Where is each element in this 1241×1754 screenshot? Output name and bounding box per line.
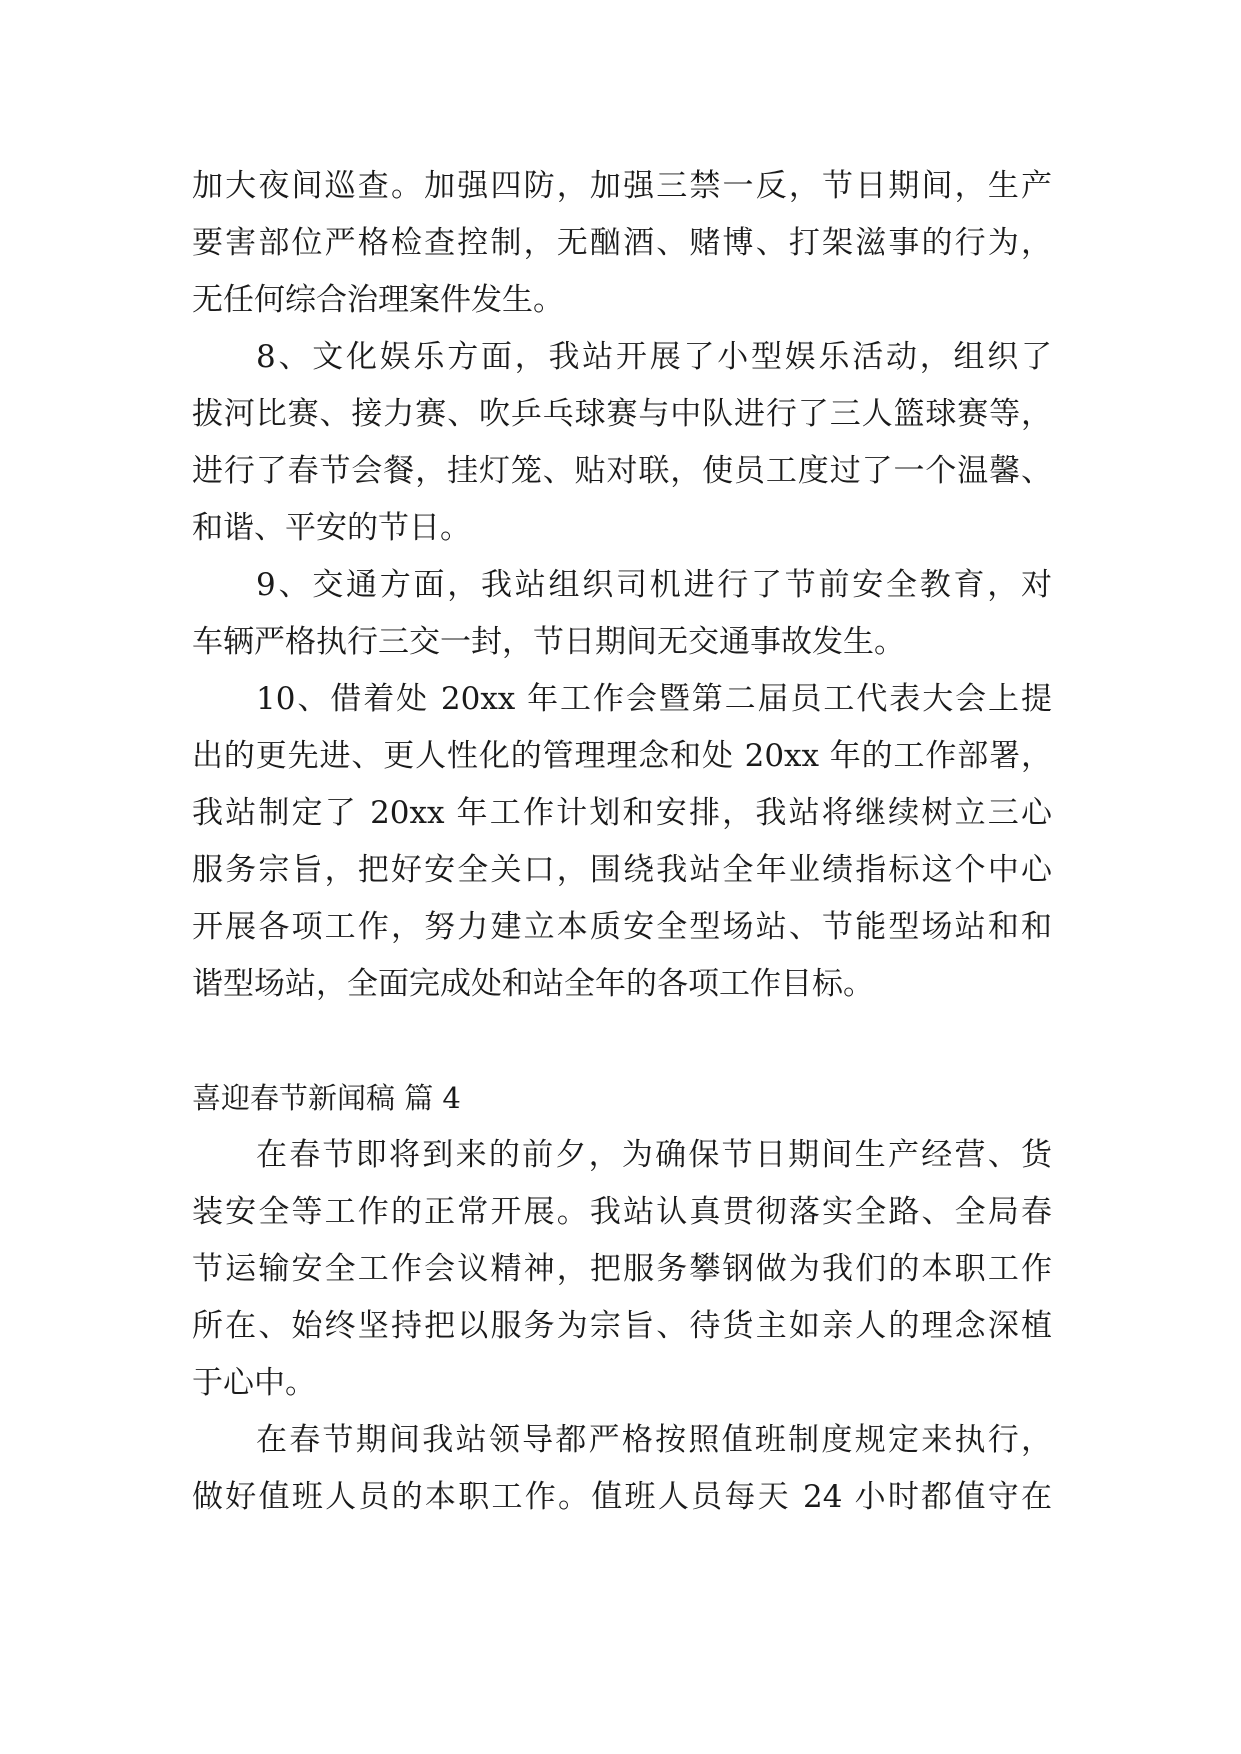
text-line: 所在、始终坚持把以服务为宗旨、待货主如亲人的理念深植 — [192, 1308, 1052, 1344]
text-line: 车辆严格执行三交一封，节日期间无交通事故发生。 — [192, 624, 905, 660]
text-line: 节运输安全工作会议精神，把服务攀钢做为我们的本职工作 — [192, 1251, 1052, 1287]
text-line: 和谐、平安的节日。 — [192, 510, 471, 546]
text-line: 开展各项工作，努力建立本质安全型场站、节能型场站和和 — [192, 909, 1052, 945]
paragraph-duty — [192, 1412, 1052, 1526]
document-body — [192, 158, 1052, 1526]
text-line: 无任何综合治理案件发生。 — [192, 282, 564, 318]
text-line: 服务宗旨，把好安全关口，围绕我站全年业绩指标这个中心 — [192, 852, 1052, 888]
text-line: 9、交通方面，我站组织司机进行了节前安全教育，对 — [256, 567, 1052, 603]
text-line: 出的更先进、更人性化的管理理念和处 20xx 年的工作部署， — [192, 738, 1052, 774]
text-line: 装安全等工作的正常开展。我站认真贯彻落实全路、全局春 — [192, 1194, 1052, 1230]
text-line: 进行了春节会餐，挂灯笼、贴对联，使员工度过了一个温馨、 — [192, 453, 1052, 489]
text-line: 于心中。 — [192, 1365, 316, 1401]
section-heading: 喜迎春节新闻稿 篇 4 — [192, 1081, 461, 1115]
text-line: 拔河比赛、接力赛、吹乒乓球赛与中队进行了三人篮球赛等， — [192, 396, 1052, 432]
text-line: 谐型场站，全面完成处和站全年的各项工作目标。 — [192, 966, 874, 1002]
text-line: 我站制定了 20xx 年工作计划和安排，我站将继续树立三心 — [192, 795, 1052, 831]
paragraph-item-8 — [192, 329, 1052, 557]
text-line: 在春节即将到来的前夕，为确保节日期间生产经营、货 — [256, 1137, 1052, 1173]
paragraph-item-10 — [192, 671, 1052, 1013]
text-line: 8、文化娱乐方面，我站开展了小型娱乐活动，组织了 — [256, 339, 1052, 375]
paragraph-item-9 — [192, 557, 1052, 671]
text-line: 做好值班人员的本职工作。值班人员每天 24 小时都值守在 — [192, 1479, 1052, 1515]
paragraph-top — [192, 158, 1052, 329]
text-line: 10、借着处 20xx 年工作会暨第二届员工代表大会上提 — [256, 681, 1052, 717]
text-line: 加大夜间巡查。加强四防，加强三禁一反，节日期间，生产 — [192, 168, 1052, 204]
paragraph-intro — [192, 1127, 1052, 1412]
text-line: 要害部位严格检查控制，无酗酒、赌博、打架滋事的行为， — [192, 225, 1052, 261]
text-line: 在春节期间我站领导都严格按照值班制度规定来执行， — [256, 1422, 1052, 1458]
